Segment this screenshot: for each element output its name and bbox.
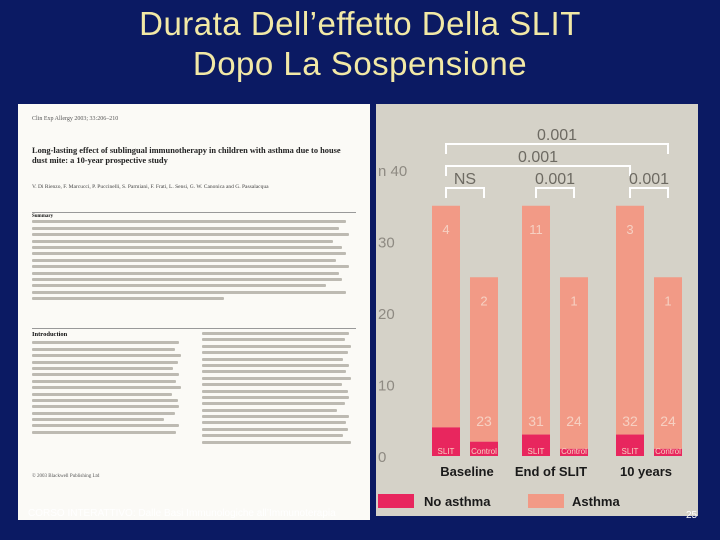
introduction-heading: Introduction: [32, 331, 68, 338]
asthma-bar: [432, 206, 460, 428]
bar-category-label: SLIT: [437, 447, 455, 456]
asthma-bar: [522, 206, 550, 435]
significance-bracket: [446, 188, 484, 198]
asthma-value-label: 24: [660, 413, 676, 429]
significance-bracket: [536, 188, 574, 198]
significance-label: 0.001: [517, 149, 559, 166]
bar-category-label: Control: [561, 447, 587, 456]
chart-image: [376, 104, 698, 516]
article-journal: Clin Exp Allergy 2003; 33:206–210: [32, 116, 119, 122]
no-asthma-value-label: 4: [442, 221, 450, 237]
body-text-lines: [202, 332, 352, 444]
article-authors: V. Di Rienzo, F. Marcucci, P. Puccinelli, S. Parmiani, F. Frati, L. Sensi, G. W. Canonica and G. Passalacqua: [32, 184, 269, 190]
no-asthma-value-label: 2: [480, 293, 488, 309]
asthma-value-label: 23: [476, 413, 492, 429]
slide-title-line1: Durata Dell’effetto Della SLIT: [139, 5, 581, 42]
no-asthma-value-label: 3: [626, 221, 634, 237]
y-tick-label: n 40: [378, 163, 408, 180]
summary-label: Summary: [32, 214, 54, 219]
article-image: [18, 104, 370, 520]
no-asthma-value-label: 11: [529, 221, 543, 237]
significance-label: NS: [453, 171, 477, 188]
y-tick-label: 20: [378, 306, 395, 323]
article-divider: [32, 212, 356, 213]
bar-category-label: Control: [655, 447, 681, 456]
article-footer: © 2003 Blackwell Publishing Ltd: [32, 474, 100, 479]
article-column-right: [202, 332, 352, 447]
asthma-value-label: 24: [566, 413, 582, 429]
asthma-value-label: 32: [622, 413, 638, 429]
significance-label: 0.001: [534, 171, 576, 188]
legend-label-no-asthma: No asthma: [424, 494, 491, 509]
no-asthma-value-label: 1: [664, 293, 672, 309]
bar-category-label: SLIT: [527, 447, 545, 456]
bar-category-label: SLIT: [621, 447, 639, 456]
page-number: 25: [686, 510, 698, 521]
slide-title: [0, 4, 720, 84]
bar-chart: [376, 104, 698, 516]
legend-swatch-no-asthma: [378, 494, 414, 508]
article-divider-2: [32, 328, 356, 329]
slide-title-line2: Dopo La Sospensione: [192, 45, 528, 82]
article-title: Long-lasting effect of sublingual immunotherapy in children with asthma due to house dust mite: a 10-year prospective study: [32, 146, 341, 165]
no-asthma-value-label: 1: [570, 293, 578, 309]
y-tick-label: 0: [378, 449, 387, 466]
article-summary: [32, 214, 352, 303]
asthma-value-label: 31: [528, 413, 544, 429]
legend-label-asthma: Asthma: [572, 494, 620, 509]
significance-label: 0.001: [536, 127, 578, 144]
summary-text-lines: [32, 220, 352, 300]
group-label: Baseline: [440, 464, 494, 479]
y-tick-label: 30: [378, 234, 395, 252]
intro-text-lines: [32, 341, 182, 433]
y-tick-label: 10: [378, 377, 395, 395]
footer-caption: CORSO INTERATTIVO: Dalle Basi Immunologiche all’Immunoterapia: [28, 508, 336, 519]
legend-swatch-asthma: [528, 494, 564, 508]
asthma-bar: [616, 206, 644, 435]
significance-label: 0.001: [628, 171, 670, 188]
significance-bracket: [630, 188, 668, 198]
article-column-left: [32, 332, 182, 437]
bar-category-label: Control: [471, 447, 497, 456]
group-label: End of SLIT: [514, 464, 588, 479]
group-label: 10 years: [619, 464, 673, 479]
